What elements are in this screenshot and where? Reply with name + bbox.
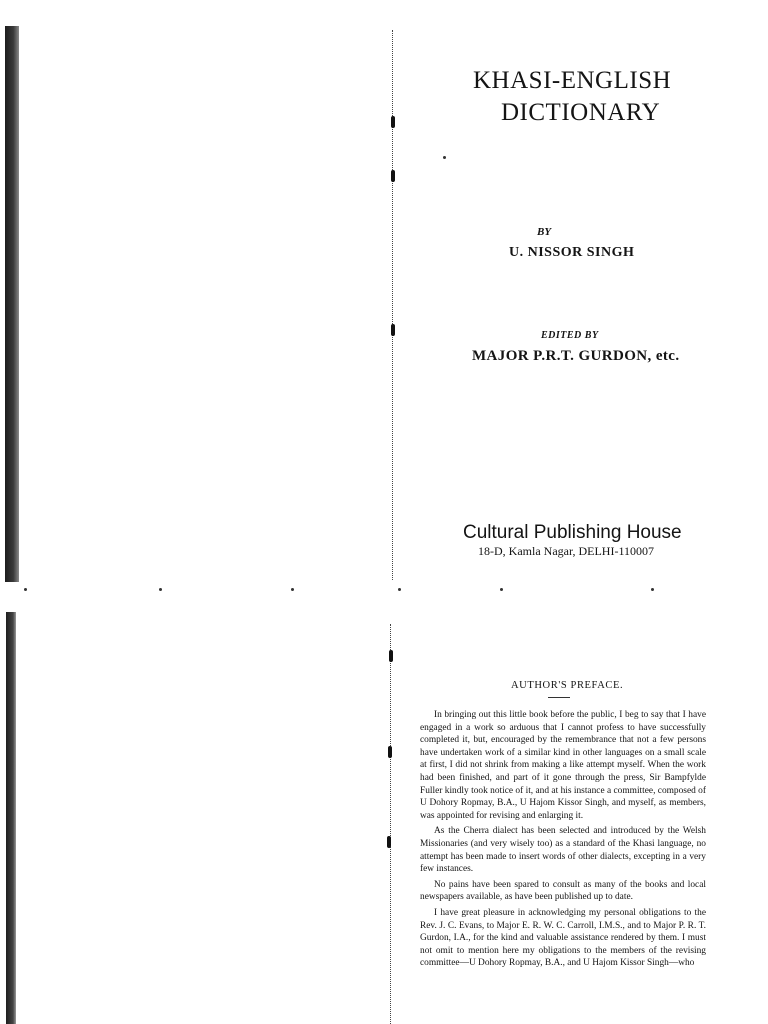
scan-dot	[24, 588, 27, 591]
by-label: BY	[537, 226, 552, 238]
scan-dot	[443, 156, 446, 159]
preface-heading: AUTHOR'S PREFACE.	[511, 680, 624, 691]
binding-mark	[391, 170, 395, 182]
left-page-edge-bottom	[6, 612, 16, 1024]
left-page-edge-top	[5, 26, 19, 582]
editor-name: MAJOR P.R.T. GURDON, etc.	[472, 348, 680, 364]
scan-dot	[159, 588, 162, 591]
gutter-line-bottom	[390, 624, 391, 1024]
binding-mark	[388, 746, 392, 758]
preface-body	[420, 709, 706, 973]
book-title-line-1: KHASI-ENGLISH	[473, 67, 672, 94]
book-title-line-2: DICTIONARY	[501, 99, 661, 126]
edited-by-label: EDITED BY	[541, 330, 599, 341]
publisher-address: 18-D, Kamla Nagar, DELHI-110007	[478, 544, 655, 558]
binding-mark	[389, 650, 393, 662]
scan-dot	[651, 588, 654, 591]
scan-dot	[398, 588, 401, 591]
binding-mark	[387, 836, 391, 848]
preface-paragraph: I have great pleasure in acknowledging my personal obligations to the Rev. J. C. Evans, to Major E. R. W. C. Carroll, I.M.S., and to Major P. R. T. Gurdon, I.A., for the kind and valuable assistance rendered by them. I must not omit to mention here my obligations to the members of the revising committee—U Dohory Ropmay, B.A., and U Hajom Kissor Singh—who	[420, 907, 706, 969]
preface-paragraph: In bringing out this little book before the public, I beg to say that I have engaged in a work so arduous that I cannot profess to have successfully completed it, but, encouraged by the remembrance that not a few persons have undertaken work of a similar kind in other languages on a small scale at first, I did not shrink from making a like attempt myself. When the work had been finished, and part of it gone through the press, Sir Bampfylde Fuller kindly took notice of it, and at his instance a committee, composed of U Dohory Ropmay, B.A., U Hajom Kissor Singh, and myself, as members, was appointed for revising and enlarging it.	[420, 710, 706, 821]
author-name: U. NISSOR SINGH	[509, 245, 635, 260]
heading-rule	[548, 697, 570, 698]
scan-dot	[500, 588, 503, 591]
scan-dot	[291, 588, 294, 591]
preface-paragraph: No pains have been spared to consult as many of the books and local newspapers available, as have been published up to date.	[420, 879, 706, 903]
publisher-name: Cultural Publishing House	[463, 522, 682, 543]
preface-paragraph: As the Cherra dialect has been selected and introduced by the Welsh Missionaries (and very wisely too) as a standard of the Khasi language, no attempt has been made to insert words of other dialects, excepting in a very few instances.	[420, 826, 706, 875]
binding-mark	[391, 324, 395, 336]
gutter-line-top	[392, 30, 393, 580]
binding-mark	[391, 116, 395, 128]
